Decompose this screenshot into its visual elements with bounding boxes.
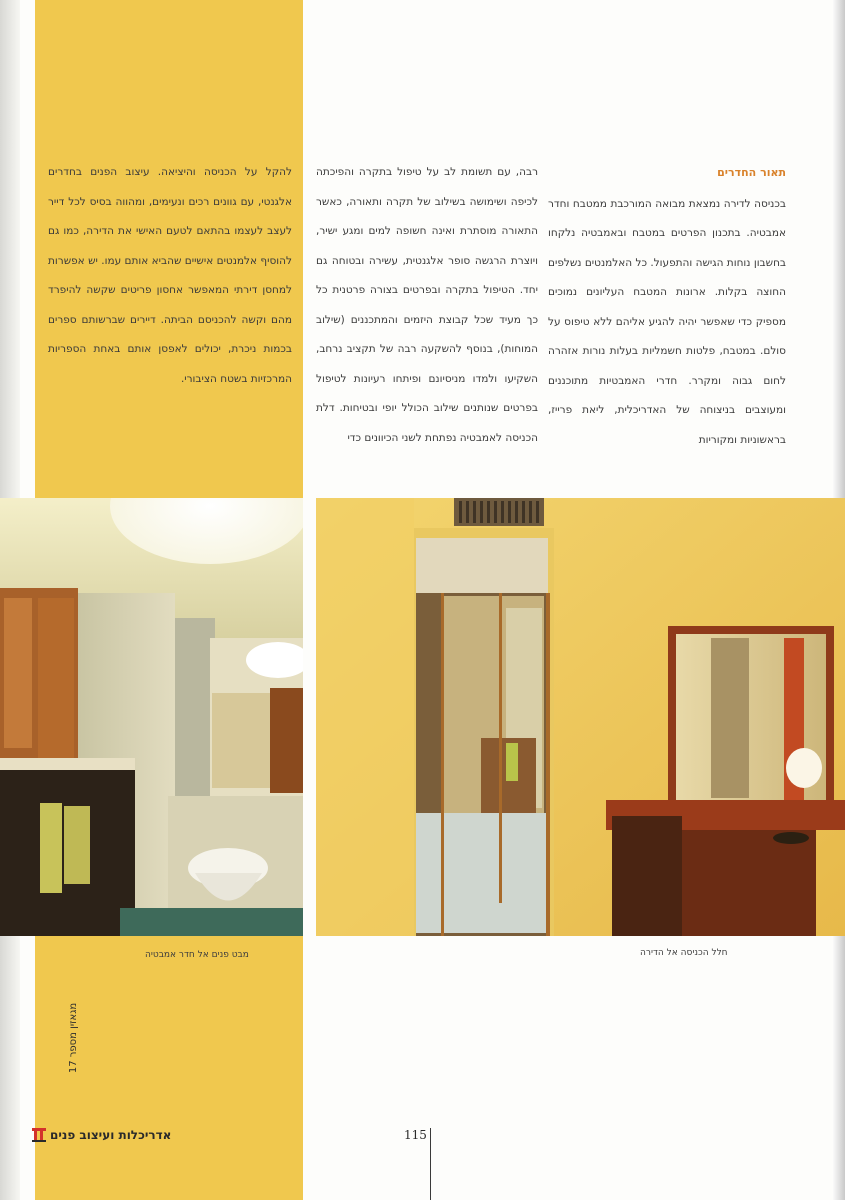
- footer-section-title: [32, 1127, 171, 1143]
- section-title-text: אדריכלות ועיצוב פנים: [50, 1128, 172, 1142]
- column-2-text: רבה, עם תשומת לב על טיפול בתקרה והפיכתה לכיפה ושימושה בשילוב של תקרה ותאורה, כאשר התאורה מוסתרת ואינה חשופה למים ומגע ישיר, ויוצרת הרגשה סופר אלגנטית, עשירה ובטוחה גם יחד. הטיפול בתקרה ובפרטים בצורה פרטנית כל כך מעיד שכל קבוצת היזמים והמתכננים (שילוב המוחות), בנוסף להשקעה רבה של תקציב נרחב, השקיעו ולמדו מניסיונם ופיתחו רעיונות לטיפול בפרטים שנותנים שילוב הכולל יופי ובטיחות. דלת הכניסה לאמבטיה נפתחת לשני הכיוונים כדי: [316, 166, 538, 444]
- column-3-text: להקל על הכניסה והיציאה. עיצוב הפנים בחדרים אלגנטי, עם גוונים רכים ונעימים, ומהווה בסיס לכל דייר לעצב לעצמו בהתאם לטעם האישי את הדירה, כמו גם להוסיף אלמנטים אישיים שהביא אותם עמו. יש אפשרות למחסן דירתי המאפשר אחסון פריטים שקשה להיפרד מהם וקשה להכניסם הביתה. דיירים שברשותם ספרים בכמות ניכרת, יכולים לאפסן אותם באחת הספריות המרכזיות בשטח הציבורי.: [48, 166, 292, 385]
- bathroom-photo: [0, 498, 303, 936]
- article-column-2: [316, 158, 538, 453]
- entrance-caption: חלל הכניסה אל הדירה: [640, 948, 728, 958]
- magazine-logo-icon: [32, 1127, 46, 1143]
- column-1-text: בכניסה לדירה נמצאת מבואה המורכבת ממטבח וחדר אמבטיה. בתכנון הפרטים במטבח ובאמבטיה נלקחו בחשבון נוחות הגישה והתפעול. כל האלמנטים נשלפים החוצה בקלות. ארונות המטבח העליונים נמוכים מספיק כדי שאפשר יהיה להגיע אליהם ללא טיפוס על סולם. במטבח, פלטות חשמליות בעלות נורות אזהרה לחום גבוה ומקרר. חדרי האמבטיות מתוכננים ומעוצבים בניצוחה של האדריכלית, ליאת פרייז, בראשוניות ומקוריות: [548, 197, 786, 446]
- magazine-issue-label: מגאזין מספר 17: [68, 1002, 79, 1074]
- page-number: 115: [404, 1128, 427, 1142]
- section-heading: תאור החדרים: [717, 166, 786, 179]
- page-divider-line: [430, 1128, 431, 1200]
- bathroom-caption: מבט פנים אל חדר אמבטיה: [145, 950, 249, 960]
- entrance-photo: [316, 498, 845, 936]
- article-column-1: [548, 158, 786, 455]
- article-column-3: [48, 158, 292, 394]
